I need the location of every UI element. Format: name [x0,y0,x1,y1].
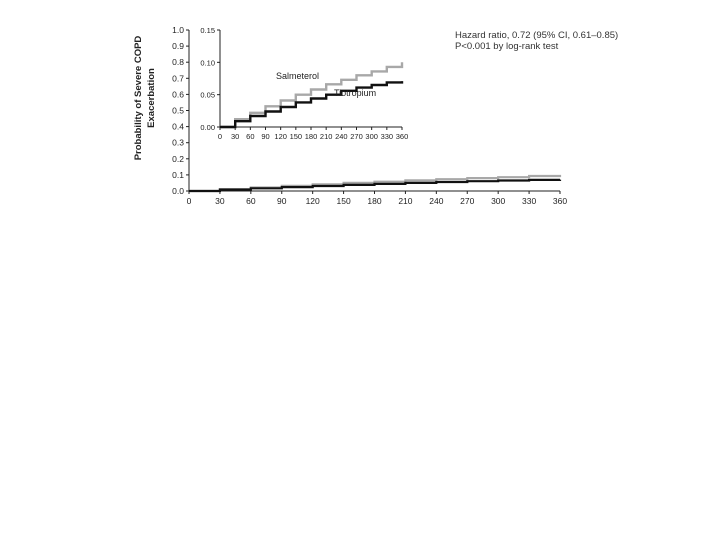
main-x-tick-label: 30 [215,196,225,206]
inset-y-tick-label: 0.05 [200,90,215,100]
inset-axes [200,26,408,141]
main-x-tick-label: 90 [277,196,287,206]
main-x-tick-label: 240 [429,196,444,206]
main-x-tick-label: 150 [336,196,351,206]
main-y-tick-label: 0.8 [172,57,184,68]
main-y-tick-label: 1.0 [172,25,184,35]
main-x-tick-label: 270 [460,196,475,206]
main-y-tick-label: 0.9 [172,41,184,52]
main-y-tick-label: 0.6 [172,89,184,100]
main-x-tick-label: 0 [186,196,192,206]
y-axis-label-line-1: Probability of Severe COPD [133,35,144,161]
inset-x-tick-label: 330 [380,132,394,141]
inset-y-tick-label: 0.10 [200,58,215,68]
main-y-tick-label: 0.0 [172,186,184,196]
main-x-tick-label: 120 [305,196,320,206]
inset-x-tick-label: 90 [261,132,270,141]
main-y-tick-label: 0.5 [172,105,184,116]
main-y-tick-label: 0.7 [172,73,184,84]
main-x-tick-label: 180 [367,196,382,206]
inset-y-tick-label: 0.15 [200,26,215,35]
main-y-tick-label: 0.3 [172,137,184,148]
inset-x-tick-label: 60 [246,132,255,141]
inset-x-tick-label: 360 [395,132,409,141]
inset-x-tick-label: 180 [304,132,318,141]
inset-x-tick-label: 210 [319,132,333,141]
inset-x-tick-label: 270 [350,132,363,141]
series-label-tiotropium: Tiotropium [334,88,377,98]
main-y-tick-label: 0.1 [172,169,184,180]
inset-x-tick-label: 150 [289,132,303,141]
inset-x-tick-label: 120 [274,132,287,141]
main-x-tick-label: 330 [521,196,537,206]
main-y-tick-label: 0.2 [172,153,184,164]
main-plot-area [189,175,560,191]
y-axis-label-line-2: Exacerbation [146,68,157,128]
inset-x-tick-label: 240 [335,132,348,141]
main-axes [172,25,567,206]
hazard-ratio-annotation: Hazard ratio, 0.72 (95% CI, 0.61–0.85) [455,30,619,41]
main-x-tick-label: 360 [552,196,568,206]
inset-x-tick-label: 300 [365,132,378,141]
p-value-annotation: P<0.001 by log-rank test [455,41,559,52]
inset-x-tick-label: 0 [217,132,223,141]
series-label-salmeterol: Salmeterol [276,71,320,81]
inset-x-tick-label: 30 [230,132,240,141]
main-x-tick-label: 210 [398,196,413,206]
main-x-tick-label: 300 [491,196,506,206]
inset-y-tick-label: 0.00 [200,123,215,132]
main-y-tick-label: 0.4 [172,121,184,132]
main-x-tick-label: 60 [246,196,256,206]
